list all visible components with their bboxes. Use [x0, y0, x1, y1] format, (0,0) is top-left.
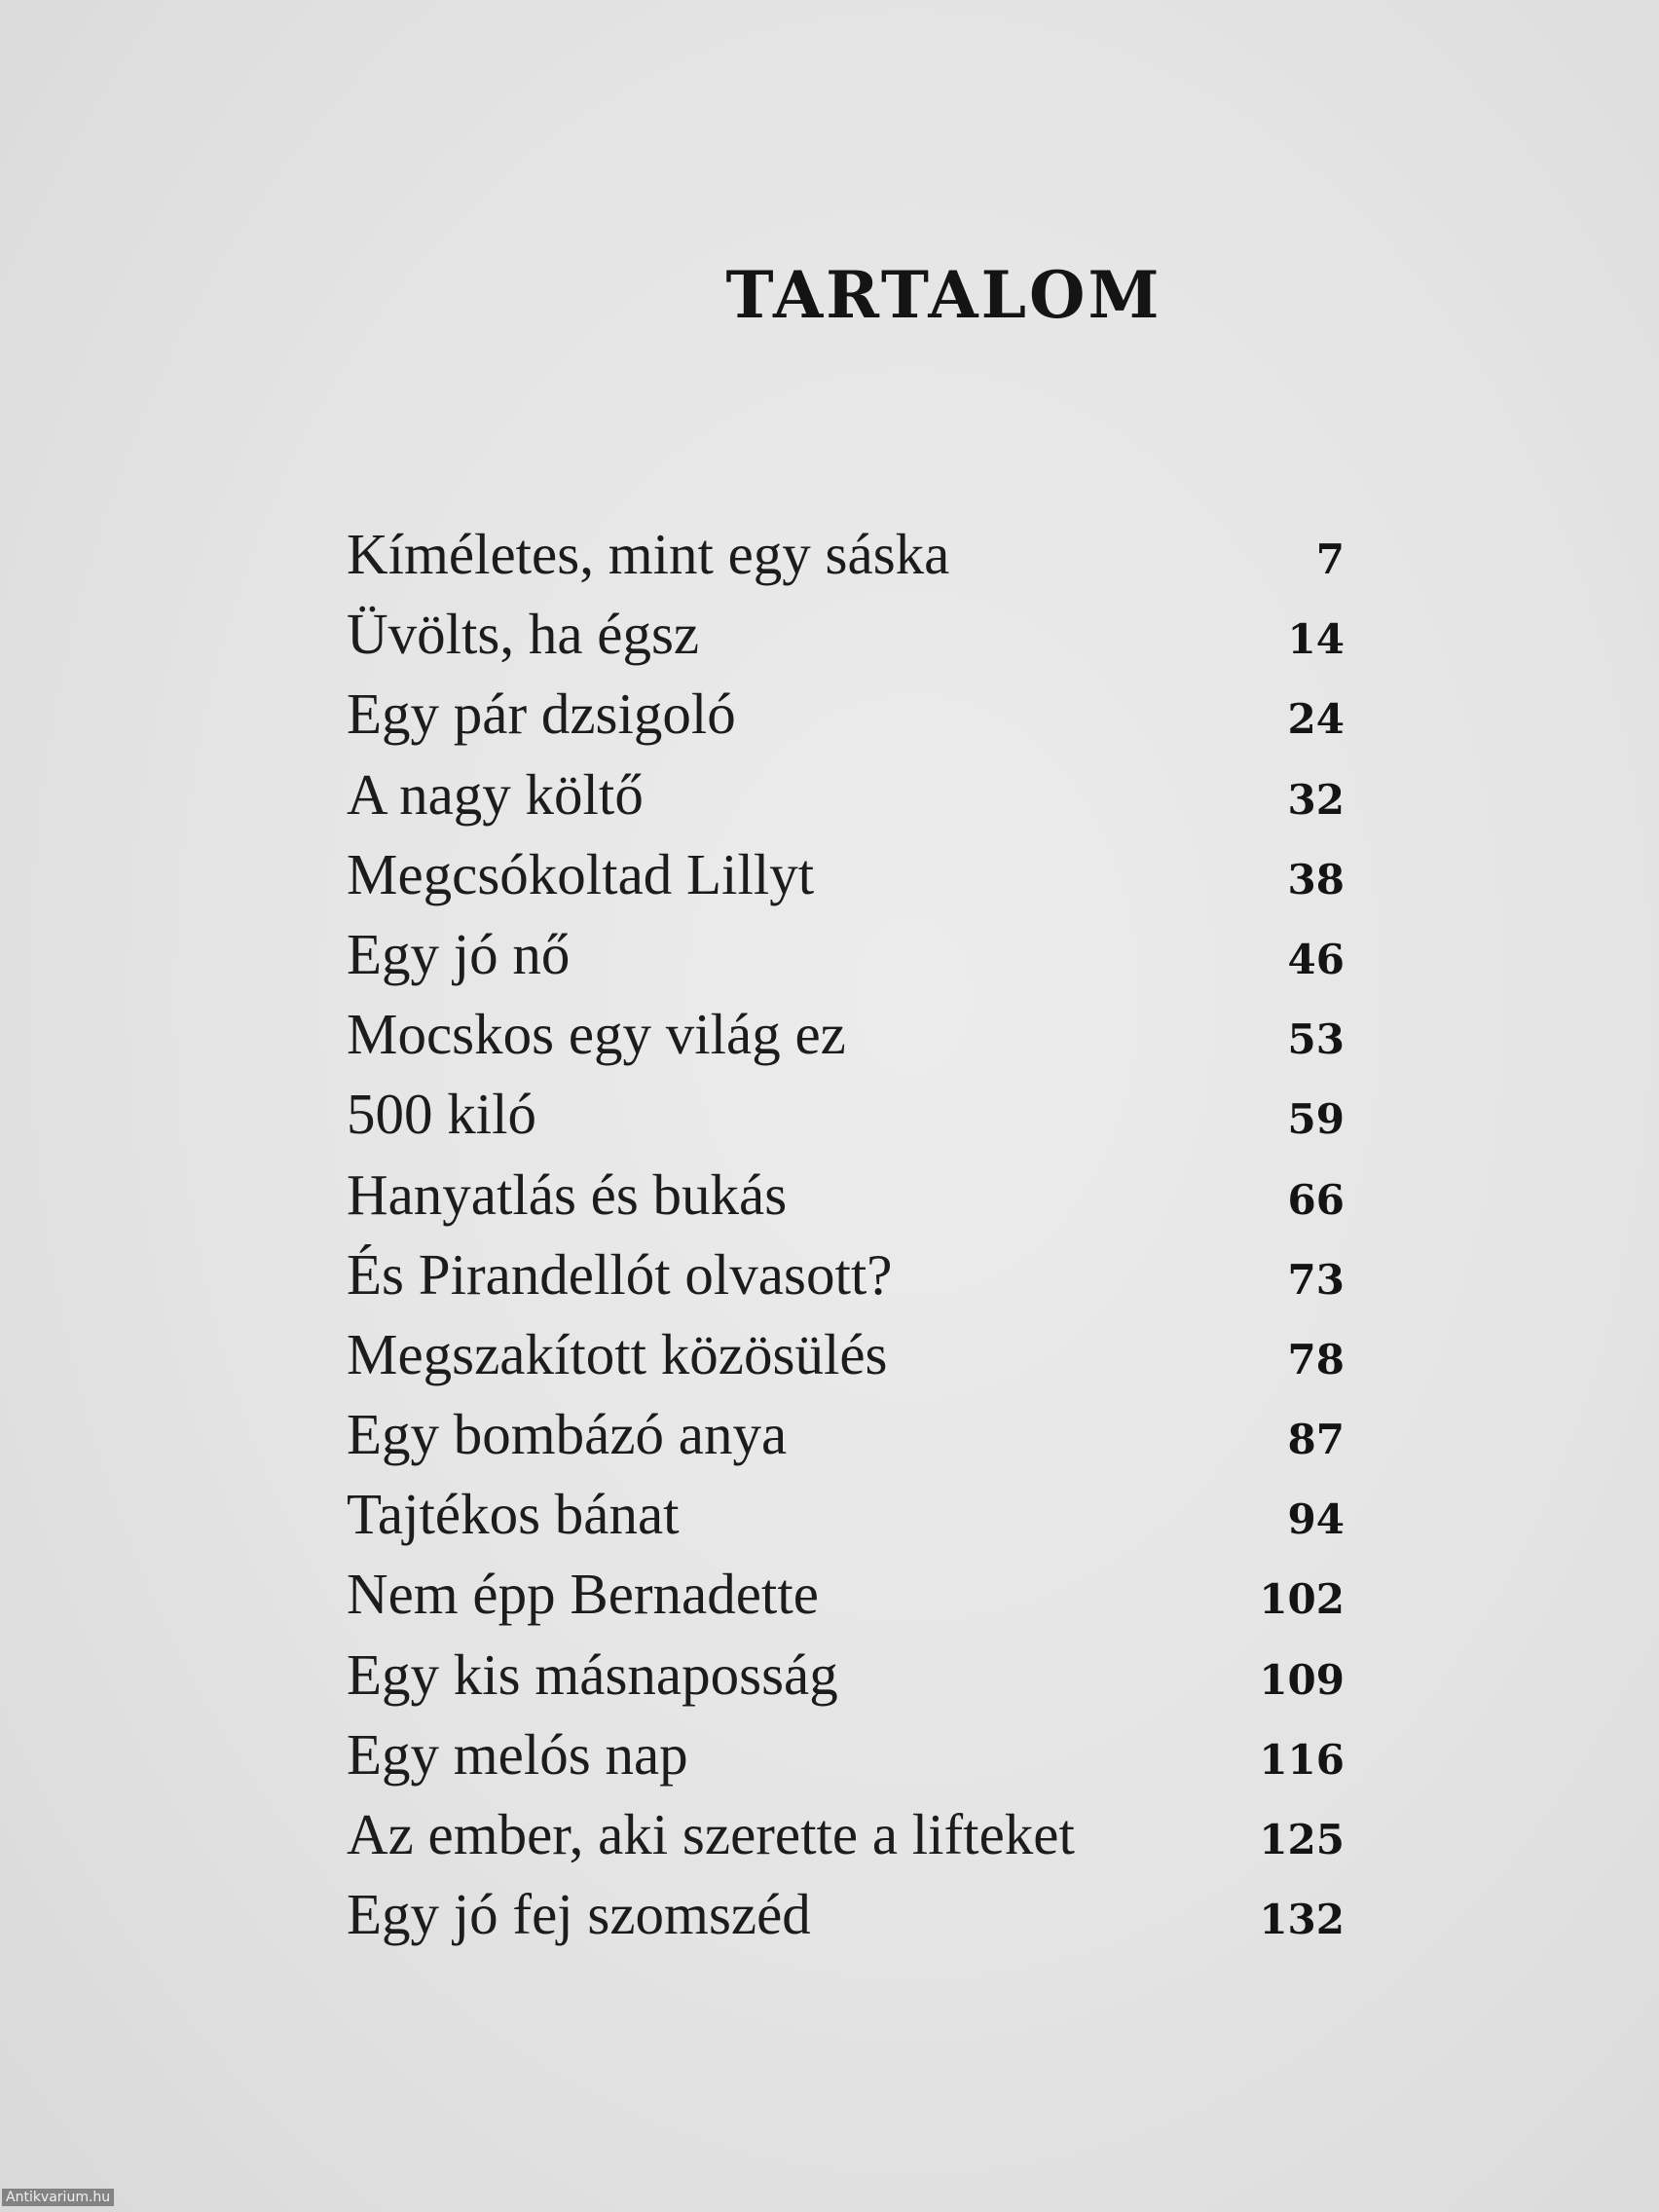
toc-entry-page-number: 14 [1287, 615, 1345, 664]
toc-entry-title: Kíméletes, mint egy sáska [347, 522, 950, 586]
toc-entry [347, 1155, 1345, 1235]
toc-entry-title: Egy jó fej szomszéd [347, 1882, 811, 1947]
toc-entry-page-number: 59 [1287, 1095, 1345, 1144]
watermark: Antikvarium.hu [2, 2189, 114, 2206]
toc-entry [347, 994, 1345, 1074]
toc-entry-page-number: 46 [1287, 935, 1345, 983]
toc-entry [347, 514, 1345, 594]
toc-entry-page-number: 66 [1287, 1175, 1345, 1224]
toc-entry-title: Hanyatlás és bukás [347, 1161, 788, 1227]
toc-entry [347, 1314, 1345, 1394]
toc-entry [347, 834, 1345, 914]
toc-entry [347, 1635, 1345, 1714]
toc-entry-title: Megcsókoltad Lillyt [347, 841, 815, 906]
toc-entry [347, 1074, 1345, 1154]
toc-entry-page-number: 132 [1259, 1896, 1345, 1944]
toc-entry-title: Egy bombázó anya [347, 1402, 788, 1467]
toc-entry [347, 1235, 1345, 1314]
toc-entry-title: Nem épp Bernadette [347, 1562, 819, 1627]
toc-entry-title: 500 kiló [347, 1082, 537, 1147]
toc-entry-title: A nagy költő [347, 761, 644, 827]
toc-entry-title: Tajtékos bánat [347, 1482, 680, 1547]
toc-entry-title: Egy pár dzsigoló [347, 682, 736, 747]
toc-entry [347, 1474, 1345, 1554]
toc-entry-title: Megszakított közösülés [347, 1321, 888, 1386]
toc-entry [347, 914, 1345, 994]
toc-entry-title: Egy kis másnaposság [347, 1641, 838, 1707]
toc-entry-page-number: 109 [1259, 1655, 1345, 1704]
page-title: TARTALOM [725, 257, 1162, 333]
toc-entry [347, 674, 1345, 754]
toc-entry-page-number: 24 [1287, 695, 1345, 744]
toc-entry-title: Egy jó nő [347, 921, 571, 986]
toc-entry-page-number: 38 [1287, 855, 1345, 903]
table-of-contents [347, 514, 1345, 1954]
toc-entry-page-number: 116 [1259, 1735, 1345, 1784]
toc-entry [347, 1714, 1345, 1794]
toc-entry-page-number: 53 [1287, 1015, 1345, 1064]
toc-entry-page-number: 102 [1259, 1575, 1345, 1624]
toc-entry-title: Mocskos egy világ ez [347, 1002, 846, 1067]
toc-entry [347, 1394, 1345, 1474]
toc-entry-page-number: 32 [1287, 775, 1345, 824]
toc-entry-title: Üvölts, ha égsz [347, 602, 700, 667]
toc-entry-page-number: 7 [1315, 535, 1345, 583]
toc-entry [347, 1794, 1345, 1874]
toc-entry-page-number: 73 [1287, 1255, 1345, 1304]
toc-entry-page-number: 125 [1259, 1816, 1345, 1863]
toc-entry-page-number: 78 [1287, 1335, 1345, 1383]
toc-entry-title: Az ember, aki szerette a lifteket [347, 1802, 1075, 1866]
toc-entry-title: És Pirandellót olvasott? [347, 1241, 893, 1307]
toc-entry [347, 1874, 1345, 1954]
toc-entry-title: Egy melós nap [347, 1721, 688, 1787]
toc-entry [347, 1554, 1345, 1634]
toc-entry [347, 594, 1345, 674]
toc-entry-page-number: 87 [1287, 1416, 1345, 1464]
toc-entry-page-number: 94 [1287, 1495, 1345, 1544]
toc-entry [347, 755, 1345, 834]
